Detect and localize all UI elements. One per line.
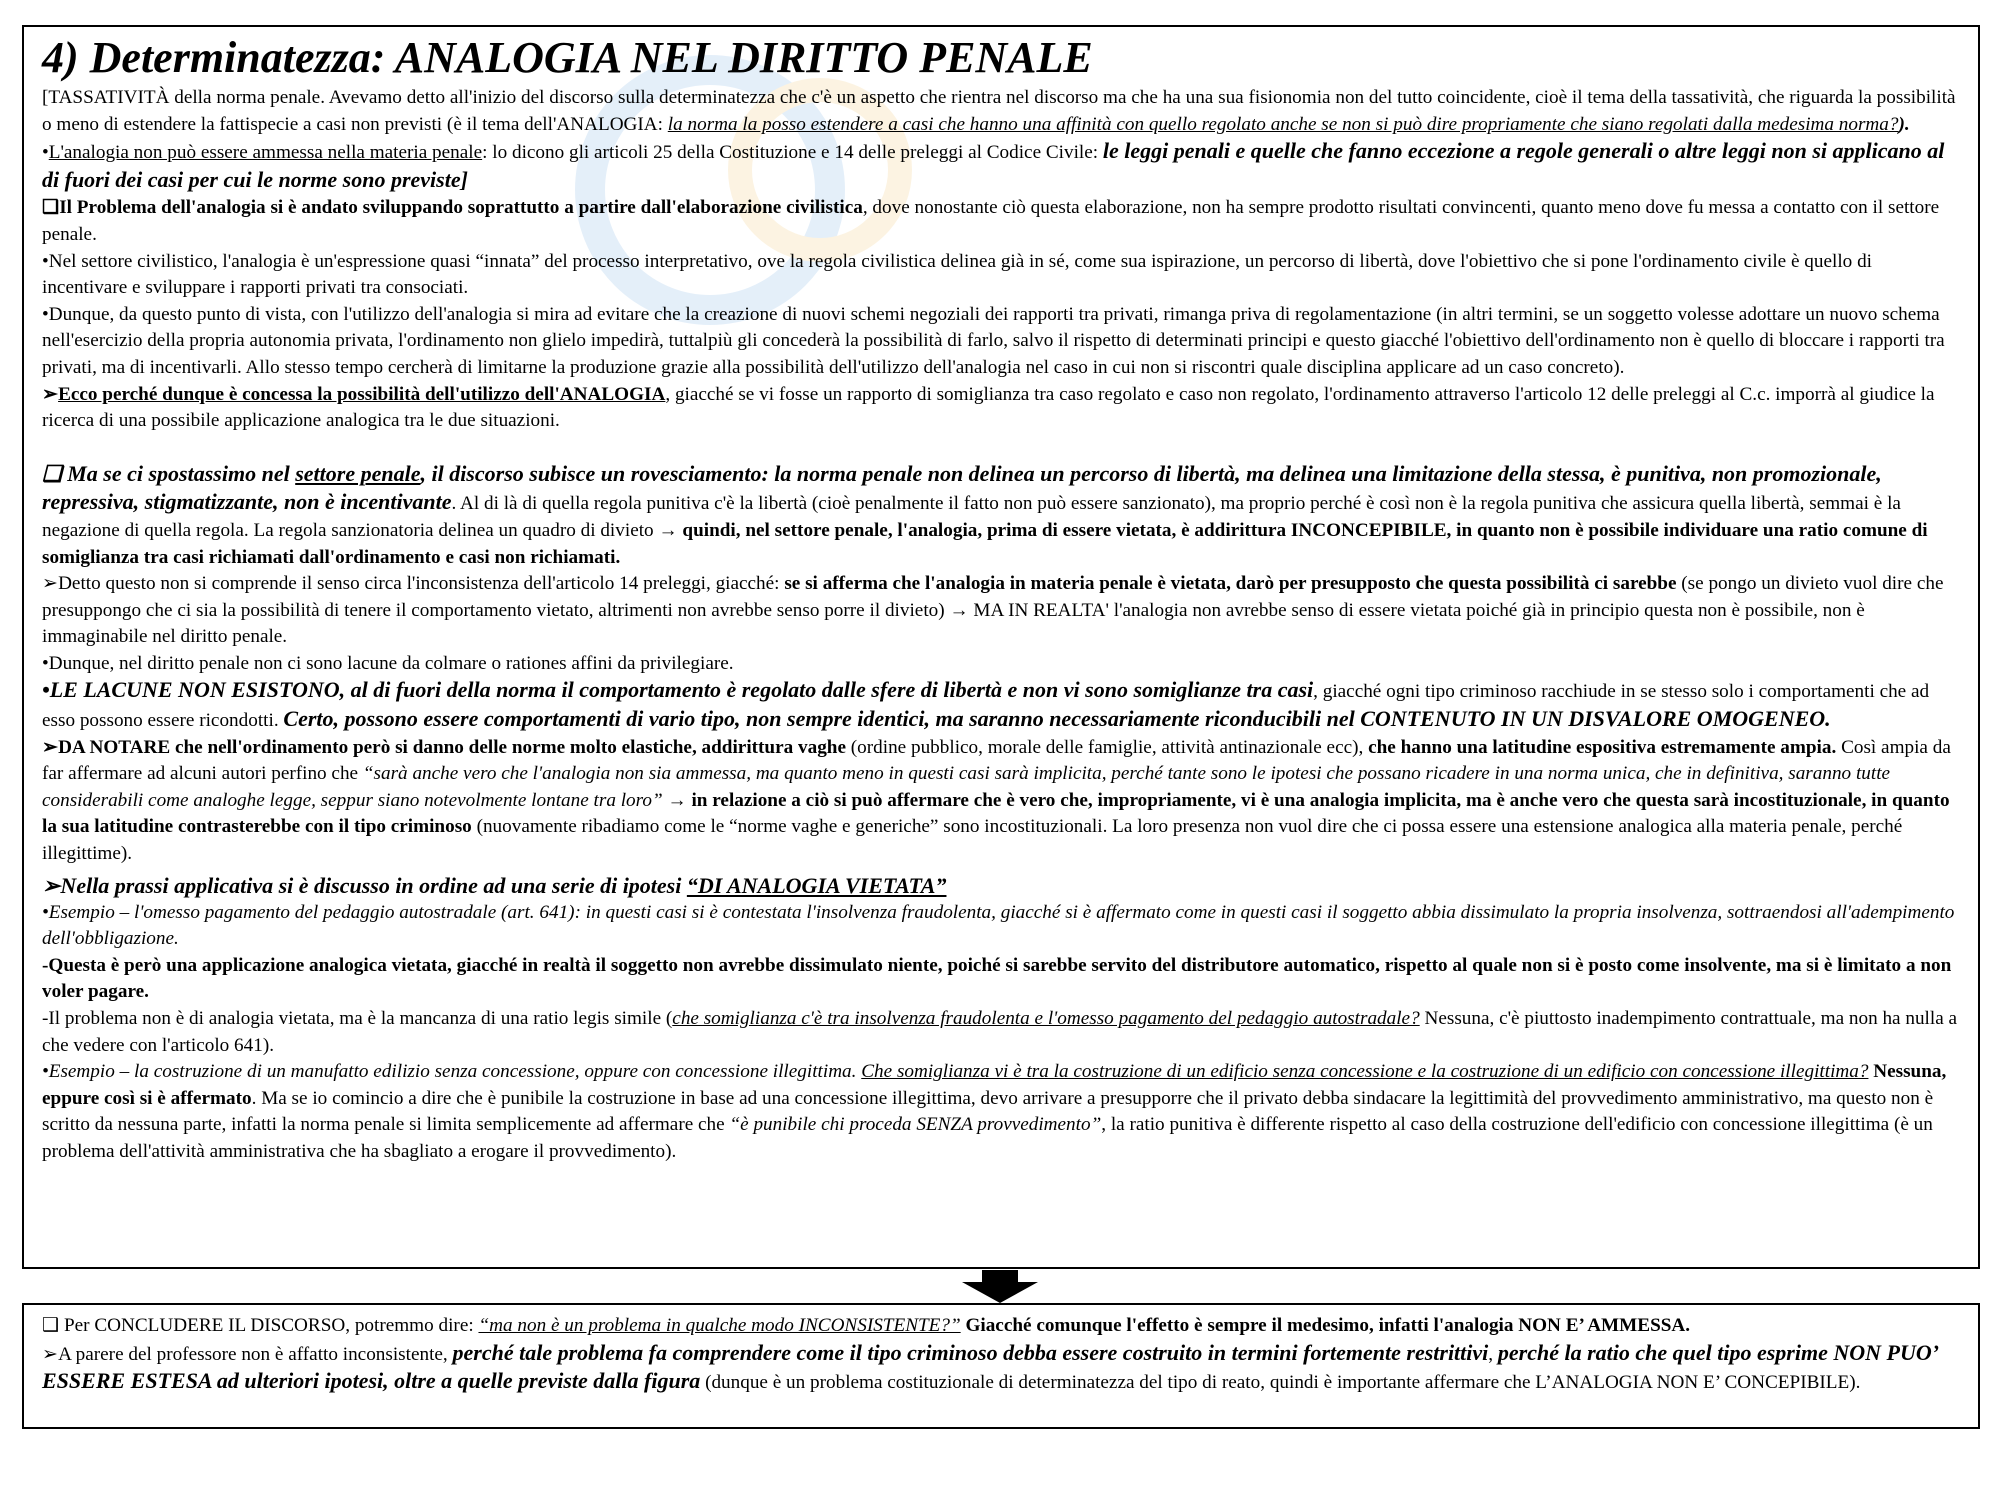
dunque-paragraph: •Dunque, da questo punto di vista, con l'utilizzo dell'analogia si mira ad evitare che la creazione di nuovi schemi negoziali dei rapporti tra privati, rimanga priva di regolamentazione (in altri termini, se un soggetto volesse adottare un nuovo schema nell'esercizio della propria autonomia privata, l'ordinamento non glielo impedirà, tuttalpiù gli concederà la possibilità di farlo, salvo il rispetto di determinati principi e questo giacché l'obiettivo dell'ordinamento non è quello di bloccare i rapporti tra privati, ma di incentivarli. Allo stesso tempo cercherà di limitarne la produzione grazie alla possibilità dell'utilizzo dell'analogia nel caso in cui non si riscontri quale disciplina applicare ad un caso concreto). xyxy=(42,303,1945,378)
detto-paragraph: ➢Detto questo non si comprende il senso circa l'inconsistenza dell'articolo 14 preleggi, giacché: se si afferma che l'analogia in materia penale è vietata, darò per presupposto che questa possibilità ci sarebbe (se pongo un divieto vuol dire che presuppongo che ci sia la possibilità di tenere il comportamento vietato, altrimenti non avrebbe senso porre il divieto) → MA IN REALTA' l'analogia non avrebbe senso di essere vietata poiché già in principio questa non è possibile, non è immaginabile nel diritto penale. xyxy=(42,573,1944,648)
lacune-paragraph: •LE LACUNE NON ESISTONO, al di fuori della norma il comportamento è regolato dalle sfere di libertà e non vi sono somiglianze tra casi, giacché ogni tipo criminoso racchiude in se stesso solo i comportamenti che ad esso possono essere ricondotti. Certo, possono essere comportamenti di vario tipo, non sempre identici, ma saranno necessariamente riconducibili nel CONTENUTO IN UN DISVALORE OMOGENEO. xyxy=(42,677,1930,732)
notare-paragraph: ➢DA NOTARE che nell'ordinamento però si danno delle norme molto elastiche, addirittura vaghe (ordine pubblico, morale delle famiglie, attività antinazionale ecc), che hanno una latitudine espositiva estremamente ampia. Così ampia da far affermare ad alcuni autori perfino che “sarà anche vero che l'analogia non sia ammessa, ma quanto meno in questi casi sarà implicita, perché tante sono le ipotesi che possano ricadere in una norma unica, che in definitiva, saranno tutte considerabili come analoghe legge, seppur siano notevolmente lontane tra loro” → in relazione a ciò si può affermare che è vero che, impropriamente, vi è una analogia implicita, ma è anche vero che questa sarà incostituzionale, in quanto la sua latitudine contrasterebbe con il tipo criminoso (nuovamente ribadiamo come le “norme vaghe e generiche” sono incostituzionali. La loro presenza non vuol dire che ci possa essere una estensione analogica alla materia penale, perché illegittime). xyxy=(42,736,1951,865)
arrow-right-icon: → xyxy=(658,519,678,541)
intro-paragraph: [TASSATIVITÀ della norma penale. Avevamo detto all'inizio del discorso sulla determinatezza che c'è un aspetto che rientra nel discorso ma che ha una sua fisionomia non del tutto coincidente, cioè il tema della tassatività, che riguarda la possibilità o meno di estendere la fattispecie a casi non previsti (è il tema dell'ANALOGIA: la norma la posso estendere a casi che hanno una affinità con quello regolato anche se non si può dire propriamente che siano regolati dalla medesima norma?). xyxy=(42,87,1956,135)
arrow-right-icon: → xyxy=(949,599,969,621)
conclusion-paragraph-1: ❑ Per CONCLUDERE IL DISCORSO, potremmo dire: “ma non è un problema in qualche modo INCONSISTENTE?” Giacché comunque l'effetto è sempre il medesimo, infatti l'analogia NON E’ AMMESSA. xyxy=(42,1315,1691,1336)
conclusion-paragraph-2: ➢A parere del professore non è affatto inconsistente, perché tale problema fa comprendere come il tipo criminoso debba essere costruito in termini fortemente restrittivi, perché la ratio che quel tipo esprime NON PUO’ ESSERE ESTESA ad ulteriori ipotesi, oltre a quelle previste dalla figura (dunque è un problema costituzionale di determinatezza del tipo di reato, quindi è importante affermare che L’ANALOGIA NON E’ CONCEPIBILE). xyxy=(42,1339,1938,1394)
problema-paragraph: ❑Il Problema dell'analogia si è andato sviluppando soprattutto a partire dall'elaborazione civilistica, dove nonostante ciò questa elaborazione, non ha sempre prodotto risultati convincenti, quanto meno dove fu messa a contatto con il settore penale. xyxy=(42,197,1940,245)
questa-paragraph: -Questa è però una applicazione analogica vietata, giacché in realtà il soggetto non avrebbe dissimulato niente, poiché si sarebbe servito del distributore automatico, rispetto al quale non si è posto come insolvente, ma si è limitato a non voler pagare. xyxy=(42,954,1952,1003)
conclusion-box xyxy=(22,1303,1980,1429)
analogia-paragraph: •L'analogia non può essere ammessa nella materia penale: lo dicono gli articoli 25 della Costituzione e 14 delle preleggi al Codice Civile: le leggi penali e quelle che fanno eccezione a regole generali o altre leggi non si applicano al di fuori dei casi per cui le norme sono previste] xyxy=(42,138,1945,192)
esempio2-paragraph: •Esempio – la costruzione di un manufatto edilizio senza concessione, oppure con concessione illegittima. Che somiglianza vi è tra la costruzione di un edificio senza concessione e la costruzione di un edificio con concessione illegittima? Nessuna, eppure così si è affermato. Ma se io comincio a dire che è punibile la costruzione in base ad una concessione illegittima, devo arrivare a presupporre che il privato debba sindacare la legittimità del provvedimento amministrativo, ma questo non è scritto da nessuna parte, infatti la norma penale si limita semplicemente ad affermare che “è punibile chi proceda SENZA provvedimento”, la ratio punitiva è differente rispetto al caso della costruzione dell'edificio con concessione illegittima (è un problema dell'attività amministrativa che ha sbagliato a erogare il provvedimento). xyxy=(42,1061,1947,1162)
page-title: 4) Determinatezza: ANALOGIA NEL DIRITTO PENALE xyxy=(42,33,1093,82)
spacer xyxy=(42,435,1960,461)
civile-paragraph: •Nel settore civilistico, l'analogia è un'espressione quasi “innata” del processo interpretativo, ove la regola civilistica delinea già in sé, come sua ispirazione, un percorso di libertà, dove l'obiettivo che si pone l'ordinamento civile è quello di incentivare e sviluppare i rapporti privati tra consociati. xyxy=(42,250,1872,299)
prassi-heading: ➢Nella prassi applicativa si è discusso in ordine ad una serie di ipotesi “DI ANALOGIA VIETATA” xyxy=(42,872,947,898)
main-content-box xyxy=(22,25,1980,1269)
lacune-intro-paragraph: •Dunque, nel diritto penale non ci sono lacune da colmare o rationes affini da privilegiare. xyxy=(42,652,734,674)
esempio1-paragraph: •Esempio – l'omesso pagamento del pedaggio autostradale (art. 641): in questi casi si è contestata l'insolvenza fraudolenta, giacché si è affermato come in questi casi il soggetto abbia dissimulato la propria insolvenza, sottraendosi all'adempimento dell'obbligazione. xyxy=(42,901,1955,950)
arrow-right-icon: → xyxy=(662,789,687,811)
ratio-paragraph: -Il problema non è di analogia vietata, ma è la mancanza di una ratio legis simile (che somiglianza c'è tra insolvenza fraudolenta e l'omesso pagamento del pedaggio autostradale? Nessuna, c'è piuttosto inadempimento contrattuale, ma non ha nulla a che vedere con l'articolo 641). xyxy=(42,1008,1958,1056)
arrow-down-icon xyxy=(962,1270,1038,1303)
penale-paragraph: ❑ Ma se ci spostassimo nel settore penale, il discorso subisce un rovesciamento: la norma penale non delinea un percorso di libertà, ma delinea una limitazione della stessa, è punitiva, non promozionale, repressiva, stigmatizzante, non è incentivante. Al di là di quella regola punitiva c'è la libertà (cioè penalmente il fatto non può essere sanzionato), ma proprio perché è così non è la regola punitiva che assicura quella libertà, semmai è la negazione di quella regola. La regola sanzionatoria delinea un quadro di divieto → quindi, nel settore penale, l'analogia, prima di essere vietata, è addirittura INCONCEPIBILE, in quanto non è possibile individuare una ratio comune di somiglianza tra casi richiamati dall'ordinamento e casi non richiamati. xyxy=(42,460,1928,568)
ecco-paragraph: ➢Ecco perché dunque è concessa la possibilità dell'utilizzo dell'ANALOGIA, giacché se vi fosse un rapporto di somiglianza tra caso regolato e caso non regolato, l'ordinamento attraverso l'articolo 12 delle preleggi al C.c. imporrà al giudice la ricerca di una possibile applicazione analogica tra le due situazioni. xyxy=(42,383,1935,432)
